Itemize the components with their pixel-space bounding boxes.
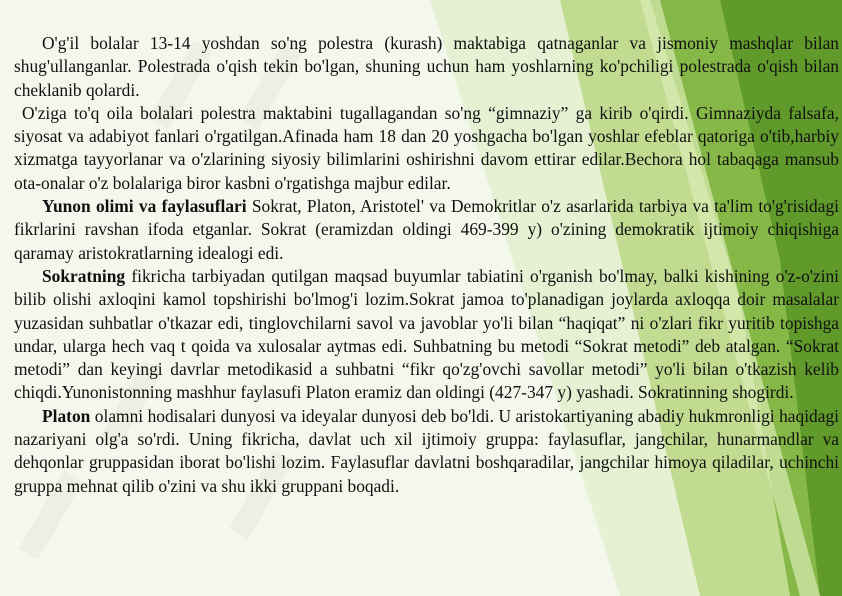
paragraph-bold-lead: Yunon olimi va faylasuflari — [42, 196, 247, 217]
paragraph-polestra — [14, 32, 839, 102]
paragraph-yunon-olimi — [14, 195, 839, 265]
paragraph-text: O'g'il bolalar 13-14 yoshdan so'ng polestra (kurash) maktabiga qatnaganlar va jismoniy mashqlar bilan shug'ullanganlar. Polestrada o'qish tekin bo'lgan, shuning uchun ham yoshlarning ko'pchiligi polestrada o'qish bilan cheklanib qolardi. — [14, 33, 839, 100]
paragraph-bold-lead: Sokratning — [42, 265, 126, 286]
paragraph-gimnaziy — [14, 102, 839, 195]
paragraph-text: Sokrat, Platon, Aristotel' va Demokritlar o'z asarlarida tarbiya va ta'lim to'g'risidagi fikrlarini ravshan ifoda etganlar. Sokrat (eramizdan oldingi 469-399 y) o'zining demokratik ijtimoiy chiqishiga qaramay aristokratlarning idealogi edi. — [14, 196, 839, 263]
paragraph-sokrat — [14, 265, 839, 405]
paragraph-text: olamni hodisalari dunyosi va ideyalar dunyosi deb bo'ldi. U aristokartiyaning abadiy hukmronligi haqidagi nazariyani olg'a so'rdi. Uning fikricha, davlat uch xil ijtimoiy gruppa: faylasuflar, jangchilar, hunarmandlar va dehqonlar gruppasidan iborat bo'lishi lozim. Faylasuflar davlatni boshqaradilar, jangchilar himoya qiladilar, uchinchi gruppa mehnat qilib o'zini va shu ikki gruppani boqadi. — [14, 405, 839, 496]
paragraph-bold-lead: Platon — [42, 405, 91, 426]
paragraph-text: O'ziga to'q oila bolalari polestra maktabini tugallagandan so'ng “gimnaziy” ga kirib o'qirdi. Gimnaziyda falsafa, siyosat va adabiyot fanlari o'rgatilgan.Afinada ham 18 dan 20 yoshgacha bo'lgan yoshlar efeblar qatoriga o'tib,harbiy xizmatga tayyorlanar va o'zlarining siyosiy bilimlarini oshirishni davom ettirar edilar.Bechora hol tabaqaga mansub ota-onalar o'z bolalariga biror kasbni o'rgatishga majbur edilar. — [14, 102, 839, 193]
slide-text-body — [14, 32, 839, 498]
paragraph-platon — [14, 405, 839, 498]
paragraph-text: fikricha tarbiyadan qutilgan maqsad buyumlar tabiatini o'rganish bo'lmay, balki kishining o'z-o'zini bilib olishi axloqini kamol topshirishi bo'lmog'i lozim.Sokrat jamoa to'planadigan joylarda axloqqa doir masalalar yuzasidan suhbatlar o'tkazar edi, tinglovchilarni savol va javoblar yo'li bilan “haqiqat” ni o'zlari fikr yuritib topishga undar, ularga hech vaq t qoida va xulosalar aytmas edi. Suhbatning bu metodi “Sokrat metodi” deb atalgan. “Sokrat metodi” dan keyingi davrlar metodikasid a suhbatni “fikr qo'zg'ovchi savollar metodi” yo'li bilan o'tkazish kelib chiqdi.Yunonistonning mashhur faylasufi Platon eramiz dan oldingi (427-347 y) yashadi. Sokratinning shogirdi. — [14, 265, 839, 403]
